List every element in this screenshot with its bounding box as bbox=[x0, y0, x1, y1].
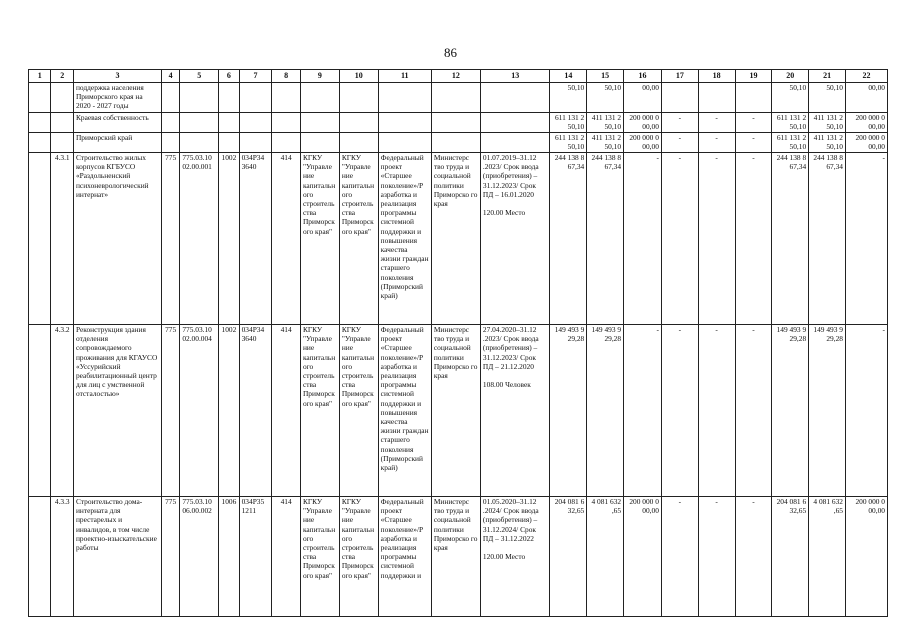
table-cell: 611 131 2 50,10 bbox=[550, 113, 587, 133]
table-cell: 149 493 9 29,28 bbox=[587, 325, 624, 497]
table-cell: Федеральный проект «Старшее поколение»/Р азработка и реализация программы системной поддержки и bbox=[378, 497, 431, 617]
table-cell bbox=[161, 113, 179, 133]
table-cell bbox=[339, 113, 378, 133]
table-cell: 244 138 8 67,34 bbox=[809, 153, 846, 325]
header-cell: 7 bbox=[239, 70, 272, 83]
table-cell bbox=[51, 83, 73, 113]
header-cell: 3 bbox=[73, 70, 161, 83]
table-cell: - bbox=[661, 497, 698, 617]
table-cell: 149 493 9 29,28 bbox=[550, 325, 587, 497]
table-cell: КГКУ "Управле ние капитальн ого строитель ства Приморск ого края" bbox=[300, 325, 339, 497]
table-cell: КГКУ "Управле ние капитальн ого строитель ства Приморск ого края" bbox=[339, 325, 378, 497]
table-cell: - bbox=[661, 153, 698, 325]
table-cell: 411 131 2 50,10 bbox=[809, 113, 846, 133]
table-cell bbox=[661, 83, 698, 113]
table-cell bbox=[480, 83, 550, 113]
table-cell: 611 131 2 50,10 bbox=[550, 133, 587, 153]
table-cell: 034Р34 3640 bbox=[239, 325, 272, 497]
table-cell: 611 131 2 50,10 bbox=[772, 133, 809, 153]
table-cell: - bbox=[661, 113, 698, 133]
table-cell: Строительство дома-интерната для престарелых и инвалидов, в том числе проектно-изыскательские работы bbox=[73, 497, 161, 617]
table-cell bbox=[161, 83, 179, 113]
table-cell bbox=[431, 83, 480, 113]
header-cell: 13 bbox=[480, 70, 550, 83]
header-cell: 11 bbox=[378, 70, 431, 83]
table-cell: Федеральный проект «Старшее поколение»/Р азработка и реализация программы системной поддержки и повышения качества жизни граждан старшего поколения (Приморский край) bbox=[378, 325, 431, 497]
table-cell: 411 131 2 50,10 bbox=[587, 133, 624, 153]
table-cell: Краевая собственность bbox=[73, 113, 161, 133]
table-cell: 50,10 bbox=[550, 83, 587, 113]
table-cell: 200 000 0 00,00 bbox=[624, 133, 662, 153]
table-cell bbox=[29, 113, 51, 133]
header-cell: 1 bbox=[29, 70, 51, 83]
header-cell: 8 bbox=[272, 70, 301, 83]
header-cell: 19 bbox=[735, 70, 772, 83]
table-cell bbox=[180, 133, 219, 153]
table-cell: - bbox=[698, 325, 735, 497]
table-cell bbox=[239, 113, 272, 133]
table-cell: 775 bbox=[161, 153, 179, 325]
table-row bbox=[29, 325, 888, 497]
table-cell: 775 bbox=[161, 325, 179, 497]
table-cell: - bbox=[735, 113, 772, 133]
header-cell: 22 bbox=[845, 70, 887, 83]
table-cell: - bbox=[845, 153, 887, 325]
table-cell: 4.3.3 bbox=[51, 497, 73, 617]
table-cell: 1002 bbox=[219, 153, 239, 325]
header-cell: 14 bbox=[550, 70, 587, 83]
header-cell: 18 bbox=[698, 70, 735, 83]
table-cell: 414 bbox=[272, 325, 301, 497]
table-cell: 00,00 bbox=[624, 83, 662, 113]
table-cell: 200 000 0 00,00 bbox=[624, 497, 662, 617]
table-cell: 4 081 632 ,65 bbox=[587, 497, 624, 617]
header-cell: 16 bbox=[624, 70, 662, 83]
table-row bbox=[29, 113, 888, 133]
table-cell bbox=[480, 133, 550, 153]
table-cell bbox=[378, 83, 431, 113]
table-cell: 1006 bbox=[219, 497, 239, 617]
table-cell: Федеральный проект «Старшее поколение»/Р азработка и реализация программы системной поддержки и повышения качества жизни граждан старшего поколения (Приморский край) bbox=[378, 153, 431, 325]
table-cell: 411 131 2 50,10 bbox=[587, 113, 624, 133]
table-cell bbox=[219, 133, 239, 153]
header-cell: 2 bbox=[51, 70, 73, 83]
table-cell: КГКУ "Управле ние капитальн ого строитель ства Приморск ого края" bbox=[300, 153, 339, 325]
header-cell: 5 bbox=[180, 70, 219, 83]
table-cell: Приморский край bbox=[73, 133, 161, 153]
table-cell: 200 000 0 00,00 bbox=[845, 133, 887, 153]
header-cell: 12 bbox=[431, 70, 480, 83]
header-cell: 10 bbox=[339, 70, 378, 83]
table-cell bbox=[51, 133, 73, 153]
table-cell: 244 138 8 67,34 bbox=[550, 153, 587, 325]
table-cell: - bbox=[698, 497, 735, 617]
table-cell bbox=[378, 113, 431, 133]
table-cell: - bbox=[735, 153, 772, 325]
header-cell: 6 bbox=[219, 70, 239, 83]
program-table bbox=[28, 69, 888, 617]
table-cell bbox=[339, 133, 378, 153]
table-cell bbox=[272, 113, 301, 133]
table-cell: КГКУ "Управле ние капитальн ого строитель ства Приморск ого края" bbox=[339, 153, 378, 325]
table-row bbox=[29, 153, 888, 325]
table-cell bbox=[239, 133, 272, 153]
table-cell: 411 131 2 50,10 bbox=[809, 133, 846, 153]
table-cell: 50,10 bbox=[809, 83, 846, 113]
table-cell: 034Р34 3640 bbox=[239, 153, 272, 325]
table-cell: - bbox=[698, 133, 735, 153]
table-cell: 149 493 9 29,28 bbox=[809, 325, 846, 497]
table-cell: 4 081 632 ,65 bbox=[809, 497, 846, 617]
table-cell: 200 000 0 00,00 bbox=[845, 497, 887, 617]
table-cell: 149 493 9 29,28 bbox=[772, 325, 809, 497]
table-cell: КГКУ "Управле ние капитальн ого строитель ства Приморск ого края" bbox=[300, 497, 339, 617]
table-cell: - bbox=[661, 133, 698, 153]
table-cell: - bbox=[698, 113, 735, 133]
table-cell: Министерс тво труда и социальной политики Приморско го края bbox=[431, 153, 480, 325]
table-cell: 775.03.10 02.00.004 bbox=[180, 325, 219, 497]
header-cell: 17 bbox=[661, 70, 698, 83]
table-cell bbox=[480, 113, 550, 133]
table-cell: Реконструкция здания отделения сопровождаемого проживания для КГАУСО «Уссурийский реабилитационный центр для лиц с умственной отсталостью» bbox=[73, 325, 161, 497]
table-cell: 01.05.2020–31.12 .2024/ Срок ввода (приобретения) – 31.12.2024/ Срок ПД – 31.12.2022 120.00 Место bbox=[480, 497, 550, 617]
table-cell: 27.04.2020–31.12 .2023/ Срок ввода (приобретения) – 31.12.2023/ Срок ПД – 21.12.2020 108.00 Человек bbox=[480, 325, 550, 497]
table-cell: Строительство жилых корпусов КГБУСО «Раздольненский психоневрологический интернат» bbox=[73, 153, 161, 325]
table-cell bbox=[431, 133, 480, 153]
table-cell bbox=[29, 133, 51, 153]
table-cell bbox=[29, 325, 51, 497]
table-cell: 244 138 8 67,34 bbox=[772, 153, 809, 325]
table-row bbox=[29, 133, 888, 153]
table-cell: 4.3.2 bbox=[51, 325, 73, 497]
page-number: 86 bbox=[444, 45, 457, 60]
table-cell bbox=[219, 113, 239, 133]
table-cell: 01.07.2019–31.12 .2023/ Срок ввода (приобретения) – 31.12.2023/ Срок ПД – 16.01.2020 120.00 Место bbox=[480, 153, 550, 325]
table-cell bbox=[29, 83, 51, 113]
table-cell bbox=[300, 133, 339, 153]
header-cell: 9 bbox=[300, 70, 339, 83]
table-cell bbox=[698, 83, 735, 113]
table-cell: 775 bbox=[161, 497, 179, 617]
table-cell: 034Р35 1211 bbox=[239, 497, 272, 617]
table-cell: 1002 bbox=[219, 325, 239, 497]
table-cell bbox=[300, 83, 339, 113]
table-cell: Министерс тво труда и социальной политики Приморско го края bbox=[431, 497, 480, 617]
table-cell: 611 131 2 50,10 bbox=[772, 113, 809, 133]
table-cell: - bbox=[845, 325, 887, 497]
table-row bbox=[29, 497, 888, 617]
table-cell: - bbox=[698, 153, 735, 325]
table-cell: 50,10 bbox=[772, 83, 809, 113]
table-cell: 204 081 6 32,65 bbox=[550, 497, 587, 617]
table-cell: 200 000 0 00,00 bbox=[624, 113, 662, 133]
table-cell bbox=[239, 83, 272, 113]
table-cell bbox=[180, 83, 219, 113]
table-cell: - bbox=[735, 325, 772, 497]
table-cell bbox=[51, 113, 73, 133]
table-cell: 50,10 bbox=[587, 83, 624, 113]
table-cell: 200 000 0 00,00 bbox=[845, 113, 887, 133]
header-cell: 15 bbox=[587, 70, 624, 83]
table-cell: 00,00 bbox=[845, 83, 887, 113]
table-cell: КГКУ "Управле ние капитальн ого строитель ства Приморск ого края" bbox=[339, 497, 378, 617]
table-cell: 775.03.10 02.00.001 bbox=[180, 153, 219, 325]
table-cell bbox=[219, 83, 239, 113]
table-cell bbox=[378, 133, 431, 153]
table-cell: - bbox=[661, 325, 698, 497]
table-cell: 4.3.1 bbox=[51, 153, 73, 325]
table-cell: - bbox=[735, 133, 772, 153]
table-cell bbox=[161, 133, 179, 153]
table-cell bbox=[735, 83, 772, 113]
header-cell: 21 bbox=[809, 70, 846, 83]
table-cell bbox=[431, 113, 480, 133]
table-cell: - bbox=[624, 325, 662, 497]
table-cell bbox=[339, 83, 378, 113]
table-cell bbox=[180, 113, 219, 133]
table-cell: 414 bbox=[272, 497, 301, 617]
table-cell bbox=[300, 113, 339, 133]
table-cell bbox=[29, 153, 51, 325]
header-cell: 20 bbox=[772, 70, 809, 83]
table-row bbox=[29, 83, 888, 113]
table-cell bbox=[272, 83, 301, 113]
table-cell: поддержка населения Приморского края на 2020 - 2027 годы bbox=[73, 83, 161, 113]
table-cell bbox=[272, 133, 301, 153]
table-cell: 414 bbox=[272, 153, 301, 325]
table-cell: 204 081 6 32,65 bbox=[772, 497, 809, 617]
header-cell: 4 bbox=[161, 70, 179, 83]
header-row bbox=[29, 70, 888, 83]
table-cell: 244 138 8 67,34 bbox=[587, 153, 624, 325]
table-cell: Министерс тво труда и социальной политики Приморско го края bbox=[431, 325, 480, 497]
table-cell: 775.03.10 06.00.002 bbox=[180, 497, 219, 617]
table-cell: - bbox=[735, 497, 772, 617]
table-cell: - bbox=[624, 153, 662, 325]
table-cell bbox=[29, 497, 51, 617]
